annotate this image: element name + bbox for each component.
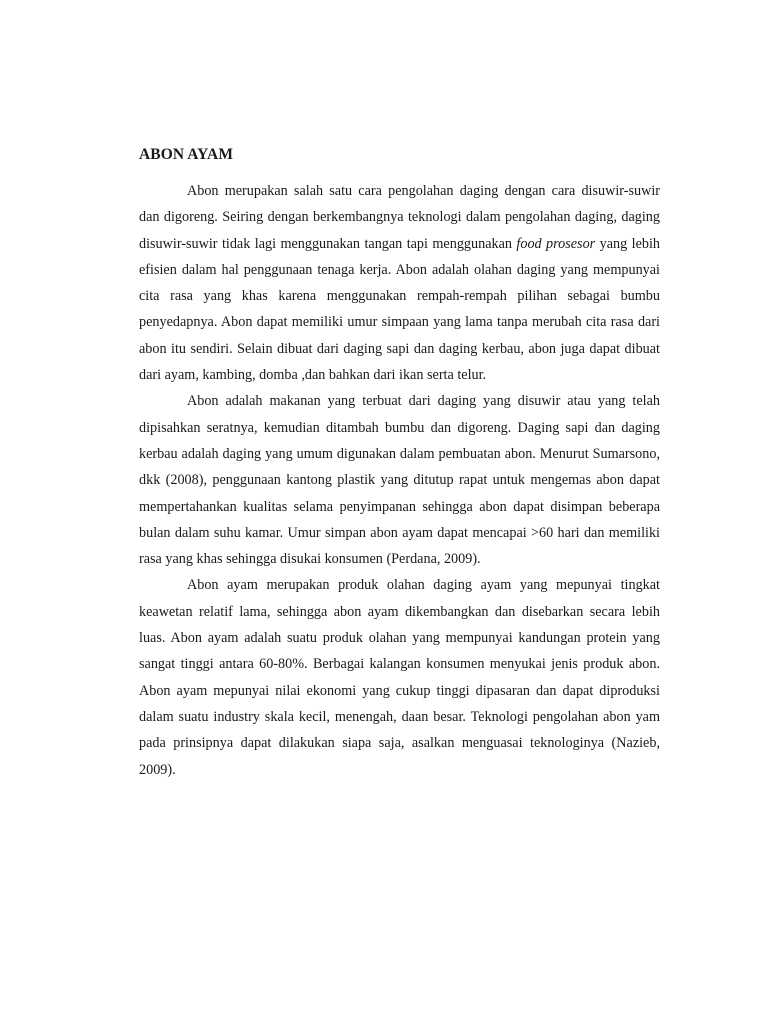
paragraph-1-text-a: Abon merupakan salah satu cara pengolahan daging dengan cara disuwir-suwir dan digoreng. Seiring dengan berkembangnya teknologi dalam pengolahan daging, daging disuwir-suwir tidak lagi menggunakan tangan tapi menggunakan	[139, 183, 660, 252]
paragraph-2-text: Abon adalah makanan yang terbuat dari daging yang disuwir atau yang telah dipisahkan seratnya, kemudian ditambah bumbu dan digoreng. Daging sapi dan daging kerbau adalah daging yang umum digunakan dalam pembuatan abon. Menurut Sumarsono, dkk (2008), penggunaan kantong plastik yang ditutup rapat untuk mengemas abon dapat mempertahankan kualitas selama penyimpanan sehingga abon dapat disimpan beberapa bulan dalam suhu kamar. Umur simpan abon ayam dapat mencapai >60 hari dan memiliki rasa yang khas sehingga disukai konsumen (Perdana, 2009).	[139, 393, 660, 568]
paragraph-1-italic-term: food prosesor	[516, 235, 596, 252]
document-title: ABON AYAM	[139, 146, 234, 163]
document-body	[139, 178, 660, 783]
paragraph-3-text: Abon ayam merupakan produk olahan daging ayam yang mepunyai tingkat keawetan relatif lama, sehingga abon ayam dikembangkan dan disebarkan secara lebih luas. Abon ayam adalah suatu produk olahan yang mempunyai kandungan protein yang sangat tinggi antara 60-80%. Berbagai kalangan konsumen menyukai jenis produk abon. Abon ayam mepunyai nilai ekonomi yang cukup tinggi dipasaran dan dapat diproduksi dalam suatu industry skala kecil, menengah, daan besar. Teknologi pengolahan abon yam pada prinsipnya dapat dilakukan siapa saja, asalkan menguasai teknologinya (Nazieb, 2009).	[139, 577, 660, 778]
paragraph-1-text-b: yang lebih efisien dalam hal penggunaan tenaga kerja. Abon adalah olahan daging yang mempunyai cita rasa yang khas karena menggunakan rempah-rempah pilihan sebagai bumbu penyedapnya. Abon dapat memiliki umur simpaan yang lama tanpa merubah cita rasa dari abon itu sendiri. Selain dibuat dari daging sapi dan daging kerbau, abon juga dapat dibuat dari ayam, kambing, domba ,dan bahkan dari ikan serta telur.	[139, 235, 660, 384]
paragraph-2	[139, 388, 660, 572]
paragraph-3	[139, 572, 660, 782]
paragraph-1	[139, 178, 660, 388]
